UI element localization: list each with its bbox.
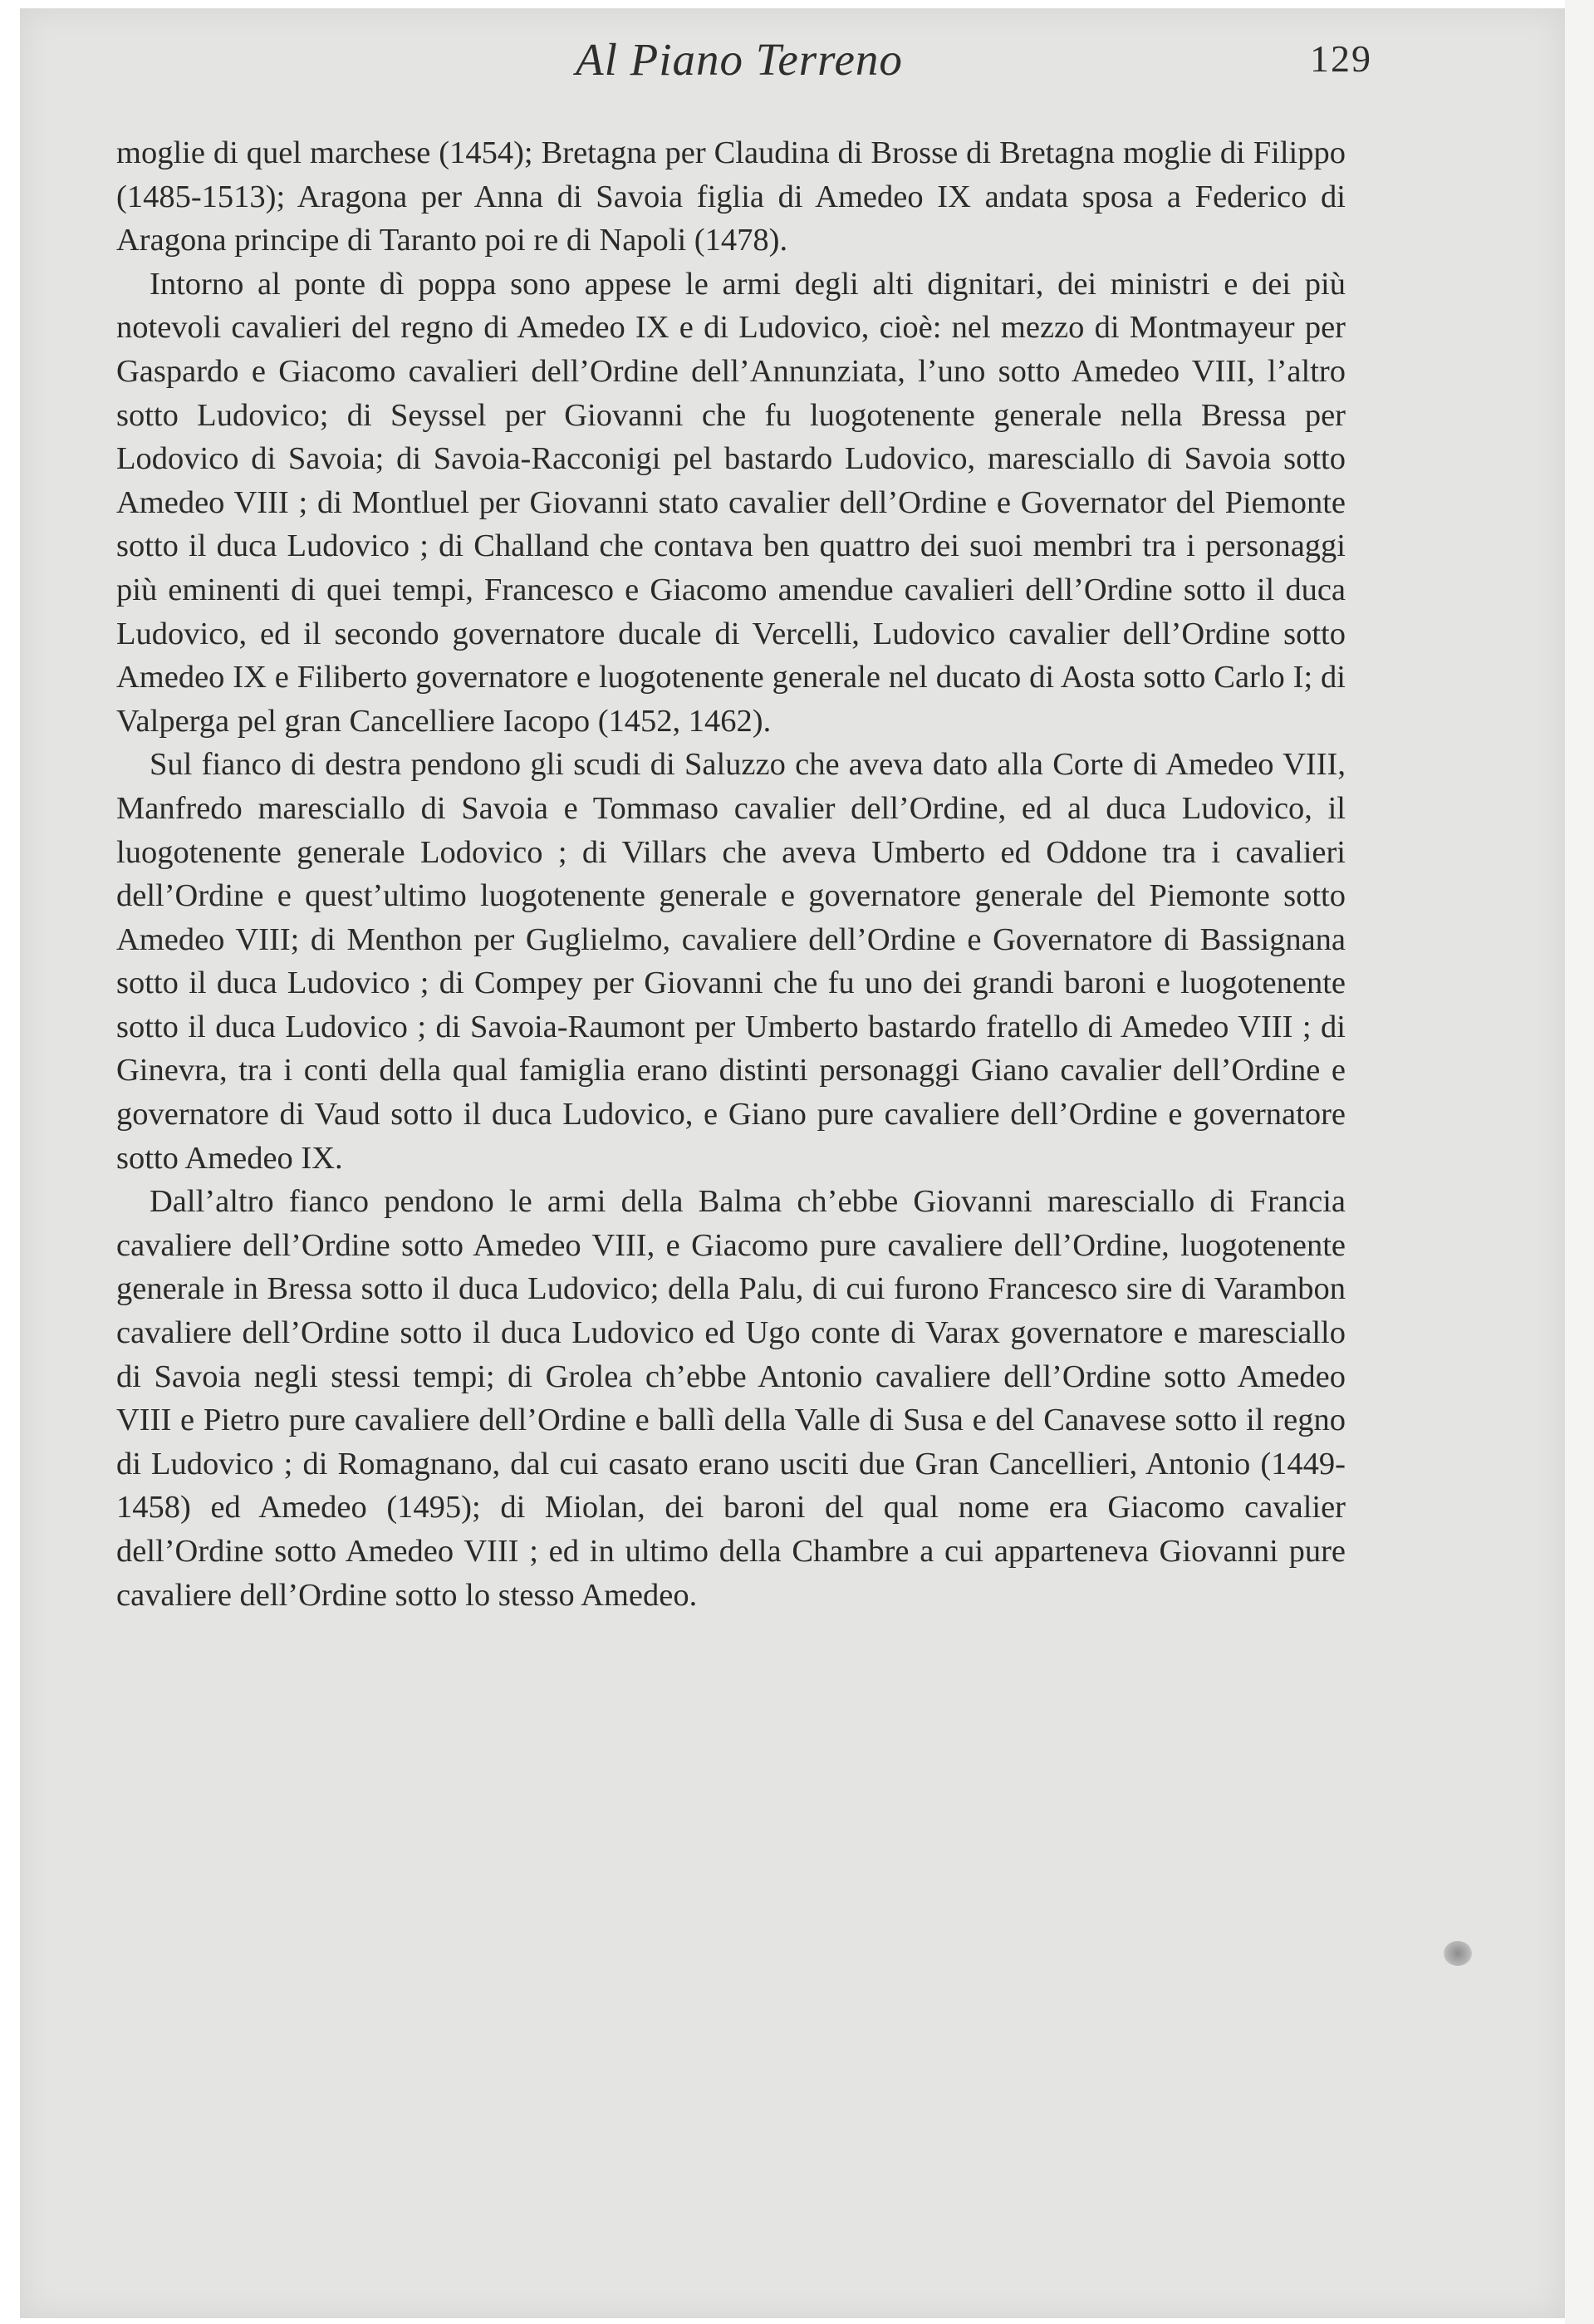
page-header xyxy=(116,33,1372,100)
paragraph-2: Intorno al ponte dì poppa sono appese le armi degli alti dignitari, dei ministri e dei più notevoli cavalieri del regno di Amedeo IX e di Ludovico, cioè: nel mezzo di Montmayeur per Gaspardo e Giacomo cavalieri dell’Ordine dell’Annunziata, l’uno sotto Amedeo VIII, l’altro sotto Ludovico; di Seyssel per Giovanni che fu luogotenente generale nella Bressa per Lodovico di Savoia; di Savoia-Racconigi pel bastardo Ludovico, maresciallo di Savoia sotto Amedeo VIII ; di Montluel per Giovanni stato cavalier dell’Ordine e Governator del Piemonte sotto il duca Ludovico ; di Challand che contava ben quattro dei suoi membri tra i personaggi più eminenti di quei tempi, Francesco e Giacomo amendue cavalieri dell’Ordine sotto il duca Ludovico, ed il secondo governatore ducale di Vercelli, Ludovico cavalier dell’Ordine sotto Amedeo IX e Filiberto governatore e luogotenente generale nel ducato di Aosta sotto Carlo I; di Valperga pel gran Cancelliere Iacopo (1452, 1462). xyxy=(116,266,1346,739)
page-number: 129 xyxy=(1310,37,1372,80)
paragraph-3: Sul fianco di destra pendono gli scudi di Saluzzo che aveva dato alla Corte di Amedeo VIII, Manfredo maresciallo di Savoia e Tommaso cavalier dell’Ordine, ed al duca Ludovico, il luogotenente generale Lodovico ; di Villars che aveva Umberto ed Oddone tra i cavalieri dell’Ordine e quest’ultimo luogotenente generale e governatore generale del Piemonte sotto Amedeo VIII; di Menthon per Guglielmo, cavaliere dell’Ordine e Governatore di Bassignana sotto il duca Ludovico ; di Compey per Giovanni che fu uno dei grandi baroni e luogotenente sotto il duca Ludovico ; di Savoia-Raumont per Umberto bastardo fratello di Amedeo VIII ; di Ginevra, tra i conti della qual famiglia erano distinti personaggi Giano cavalier dell’Ordine e governatore di Vaud sotto il duca Ludovico, e Giano pure cavaliere dell’Ordine e governatore sotto Amedeo IX. xyxy=(116,747,1346,1176)
page-edge xyxy=(1565,0,1594,2324)
ink-speck xyxy=(1444,1941,1472,1966)
running-title: Al Piano Terreno xyxy=(576,34,903,85)
paragraph-1: moglie di quel marchese (1454); Bretagna per Claudina di Brosse di Bretagna moglie di Filippo (1485-1513); Aragona per Anna di Savoia figlia di Amedeo IX andata sposa a Federico di Aragona principe di Taranto poi re di Napoli (1478). xyxy=(116,135,1346,258)
body-text xyxy=(116,131,1346,1617)
paragraph-4: Dall’altro fianco pendono le armi della Balma ch’ebbe Giovanni maresciallo di Francia cavaliere dell’Ordine sotto Amedeo VIII, e Giacomo pure cavaliere dell’Ordine, luogotenente generale in Bressa sotto il duca Ludovico; della Palu, di cui furono Francesco sire di Varambon cavaliere dell’Ordine sotto il duca Ludovico ed Ugo conte di Varax governatore e maresciallo di Savoia negli stessi tempi; di Grolea ch’ebbe Antonio cavaliere dell’Ordine sotto Amedeo VIII e Pietro pure cavaliere dell’Ordine e ballì della Valle di Susa e del Canavese sotto il regno di Ludovico ; di Romagnano, dal cui casato erano usciti due Gran Cancellieri, Antonio (1449-1458) ed Amedeo (1495); di Miolan, dei baroni del qual nome era Giacomo cavalier dell’Ordine sotto Amedeo VIII ; ed in ultimo della Chambre a cui apparteneva Giovanni pure cavaliere dell’Ordine sotto lo stesso Amedeo. xyxy=(116,1184,1346,1613)
